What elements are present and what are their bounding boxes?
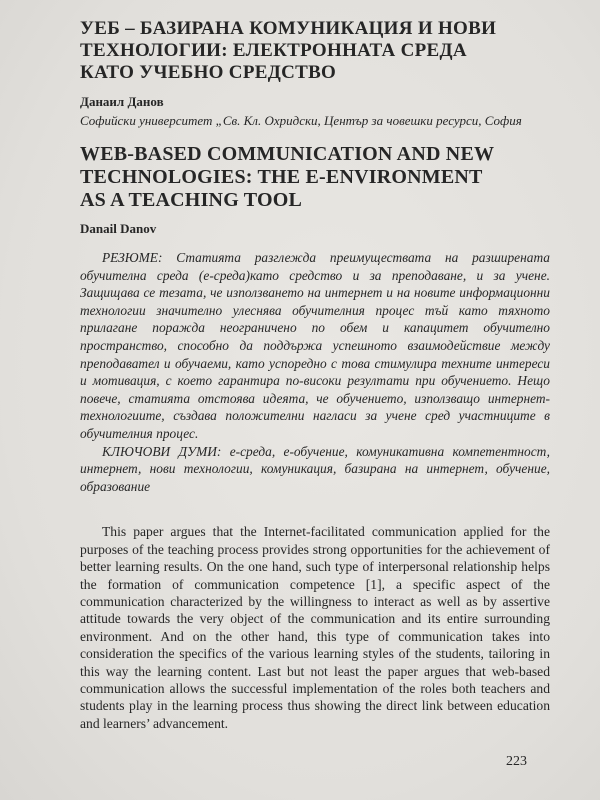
author-affiliation: Софийски университет „Св. Кл. Охридски, Център за човешки ресурси, София [80, 113, 522, 128]
keywords-bulgarian: КЛЮЧОВИ ДУМИ: е-среда, е-обучение, комуникативна компетентност, интернет, нови технологии, комуникация, базирана на интернет, обучение, образование [80, 443, 550, 494]
page-number: 223 [506, 754, 527, 769]
abstract-bulgarian: РЕЗЮМЕ: Статията разглежда преимуществата на разширената обучителна среда (е-среда)като средство и за преподаване, и за учене. Защищава се тезата, че използването на интернет и на новите информационни технологии значително улеснява обучителния процес тъй като тяхното прилагане поражда неограничено по обем и капацитет обучително пространство, способно да поддържа успешното взаимодействие между преподавател и обучаеми, като успоредно с това стимулира техните интереси и мотивация, с което гарантира по-високи резултати при обучението. Нещо повече, статията отстоява идеята, че обучението, използващо интернет-технологиите, създава положителни нагласи за учене сред участниците в обучителния процес. [80, 250, 550, 441]
english-title: WEB-BASED COMMUNICATION AND NEW TECHNOLOGIES: THE E-ENVIRONMENT AS A TEACHING TOOL [80, 143, 495, 211]
article-content [80, 18, 550, 732]
bulgarian-author: Данаил Данов [80, 94, 164, 109]
english-author: Danail Danov [80, 221, 157, 236]
body-paragraph: This paper argues that the Internet-facilitated communication applied for the purposes of the teaching process provides strong opportunities for the achievement of better learning results. On the one hand, such type of interpersonal relationship helps the formation of communication competence [1], a specific aspect of the communication characterized by the willingness to interact as well as by assertive attitude towards the very object of the communication and its entire surrounding environment. And on the other hand, this type of communication takes into consideration the specifics of the various learning styles of the students, tailoring in this way the learning content. Last but not least the paper argues that web-based communication allows the successful implementation of the roles both teachers and students play in the learning process thus showing the direct link between education and learners’ advancement. [80, 524, 550, 731]
bulgarian-title: УЕБ – БАЗИРАНА КОМУНИКАЦИЯ И НОВИ ТЕХНОЛОГИИ: ЕЛЕКТРОННАТА СРЕДА КАТО УЧЕБНО СРЕДСТВО [80, 18, 497, 83]
